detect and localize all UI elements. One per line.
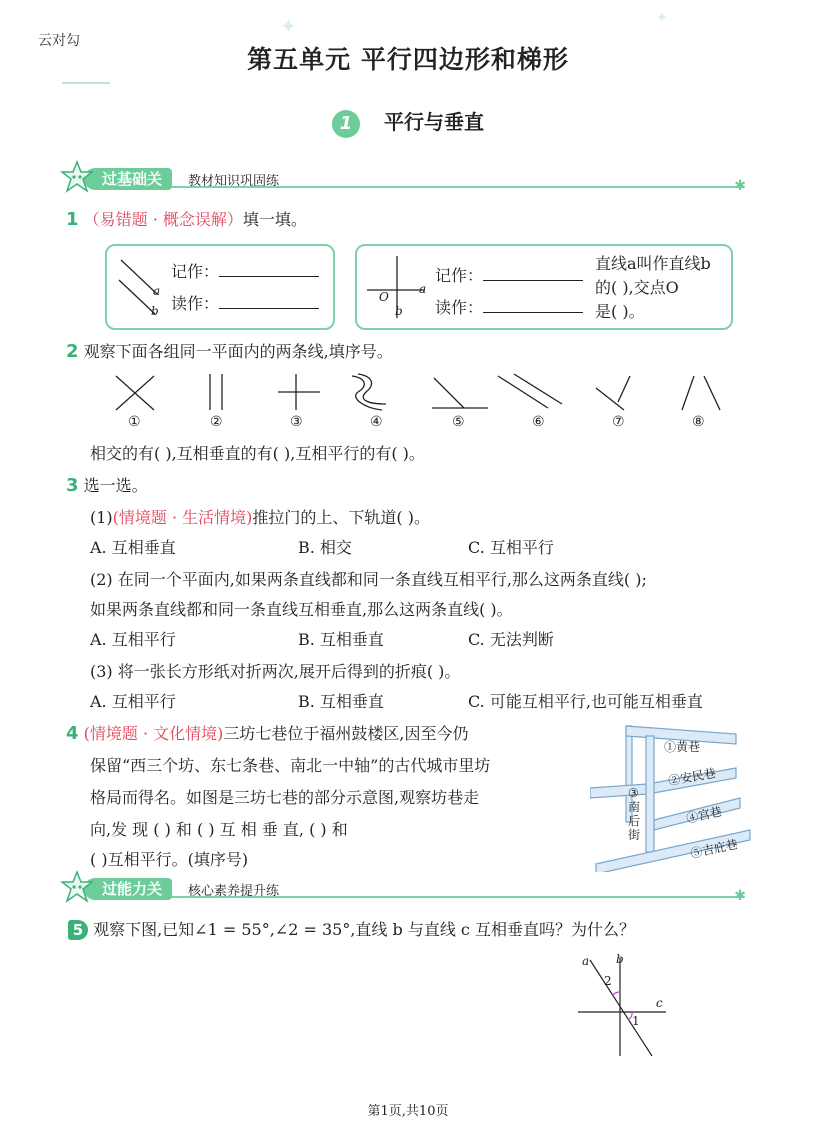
q1-box-parallel: a b 记作： 读作： xyxy=(105,244,335,330)
question-2: 2 观察下面各组同一平面内的两条线,填序号。 xyxy=(66,341,393,362)
line-pairs-figure xyxy=(100,370,740,416)
map-label-3: ③ 南 后 街 xyxy=(628,786,641,842)
line-pair-4 xyxy=(352,374,386,410)
q3-part-1: (1)(情境题 · 生活情境)推拉门的上、下轨道( )。 xyxy=(90,508,430,527)
page-number: 第1页,共10页 xyxy=(367,1104,449,1119)
lesson-number-badge: 1 xyxy=(332,110,360,138)
q1-box-perpendicular: O a b 记作： 读作： 直线a叫作直线b 的( ),交点O 是( )。 xyxy=(355,244,733,330)
angle-2-arc xyxy=(612,992,620,996)
map-label-4: ④宫巷 xyxy=(685,804,724,826)
label-a: a xyxy=(582,954,590,968)
q3-part-2-line-1: (2) 在同一个平面内,如果两条直线都和同一条直线互相平行,那么这两条直线( ); xyxy=(90,570,647,589)
question-3: 3 选一选。 xyxy=(66,475,148,496)
q2-answer-line: 相交的有( ),互相垂直的有( ),互相平行的有( )。 xyxy=(90,444,425,463)
line-a xyxy=(590,960,652,1056)
q3-p1-option-a[interactable]: A. 互相垂直 xyxy=(90,538,176,557)
map-label-1: ①黄巷 xyxy=(664,740,701,754)
mascot-icon xyxy=(60,870,94,904)
star-icon: ✱ xyxy=(734,178,746,194)
section-tag: 过基础关 xyxy=(84,168,172,190)
label-angle-2: 2 xyxy=(604,974,612,988)
map-label-5: ⑤吉庇巷 xyxy=(689,837,740,861)
label-b: b xyxy=(616,952,624,966)
section-band-ability xyxy=(60,876,744,902)
line-pair-1 xyxy=(116,376,154,410)
mascot-icon xyxy=(60,160,94,194)
section-subtitle: 核心素养提升练 xyxy=(188,884,280,899)
label-angle-1: 1 xyxy=(632,1014,640,1028)
question-5: 5 观察下图,已知∠1 = 55°,∠2 = 35°,直线 b 与直线 c 互相垂直吗？为什么？ xyxy=(68,920,635,940)
lesson-heading xyxy=(0,106,816,138)
q3-part-2-line-2: 如果两条直线都和同一条直线互相垂直,那么这两条直线( )。 xyxy=(90,600,513,619)
q3-p3-option-a[interactable]: A. 互相平行 xyxy=(90,692,176,711)
q3-p3-option-b[interactable]: B. 互相垂直 xyxy=(298,692,384,711)
star-decoration-icon: ✦ xyxy=(280,14,297,38)
question-tag: （易错题 · 概念误解） xyxy=(83,210,243,229)
brand-name: 云对勾 xyxy=(38,33,80,49)
question-number-badge: 5 xyxy=(68,920,88,940)
q3-p3-option-c[interactable]: C. 可能互相平行,也可能互相垂直 xyxy=(468,692,703,711)
answer-blank[interactable] xyxy=(219,262,319,277)
q3-p2-option-b[interactable]: B. 互相垂直 xyxy=(298,630,384,649)
section-tag: 过能力关 xyxy=(84,878,172,900)
line-pair-8 xyxy=(682,376,720,410)
answer-blank[interactable] xyxy=(483,266,583,281)
line-pair-7 xyxy=(596,376,630,410)
parallel-lines-figure xyxy=(115,256,171,320)
label-c: c xyxy=(656,996,663,1010)
star-decoration-icon: ✦ xyxy=(656,10,668,26)
section-subtitle: 教材知识巩固练 xyxy=(188,174,280,189)
line-pair-6 xyxy=(498,374,562,408)
page-title: 第五单元 平行四边形和梯形 xyxy=(247,45,569,74)
answer-blank[interactable] xyxy=(483,298,583,313)
line-pair-2 xyxy=(210,374,222,410)
lesson-title: 平行与垂直 xyxy=(384,110,484,134)
question-4: 4 (情境题 · 文化情境)三坊七巷位于福州鼓楼区,因至今仍 xyxy=(66,723,469,744)
question-1: 1 （易错题 · 概念误解）填一填。 xyxy=(66,209,307,230)
map-label-2: ②安民巷 xyxy=(667,765,717,789)
brand-underline xyxy=(62,82,110,84)
line-pair-3 xyxy=(278,374,320,410)
line-pair-5 xyxy=(432,378,488,408)
q3-p2-option-c[interactable]: C. 无法判断 xyxy=(468,630,554,649)
q3-p1-option-c[interactable]: C. 互相平行 xyxy=(468,538,554,557)
q3-p2-option-a[interactable]: A. 互相平行 xyxy=(90,630,176,649)
answer-blank[interactable] xyxy=(219,294,319,309)
star-icon: ✱ xyxy=(734,888,746,904)
q3-p1-option-b[interactable]: B. 相交 xyxy=(298,538,352,557)
q3-part-3: (3) 将一张长方形纸对折两次,展开后得到的折痕( )。 xyxy=(90,662,461,681)
map-street-3 xyxy=(646,736,654,852)
section-band-basic xyxy=(60,166,744,192)
